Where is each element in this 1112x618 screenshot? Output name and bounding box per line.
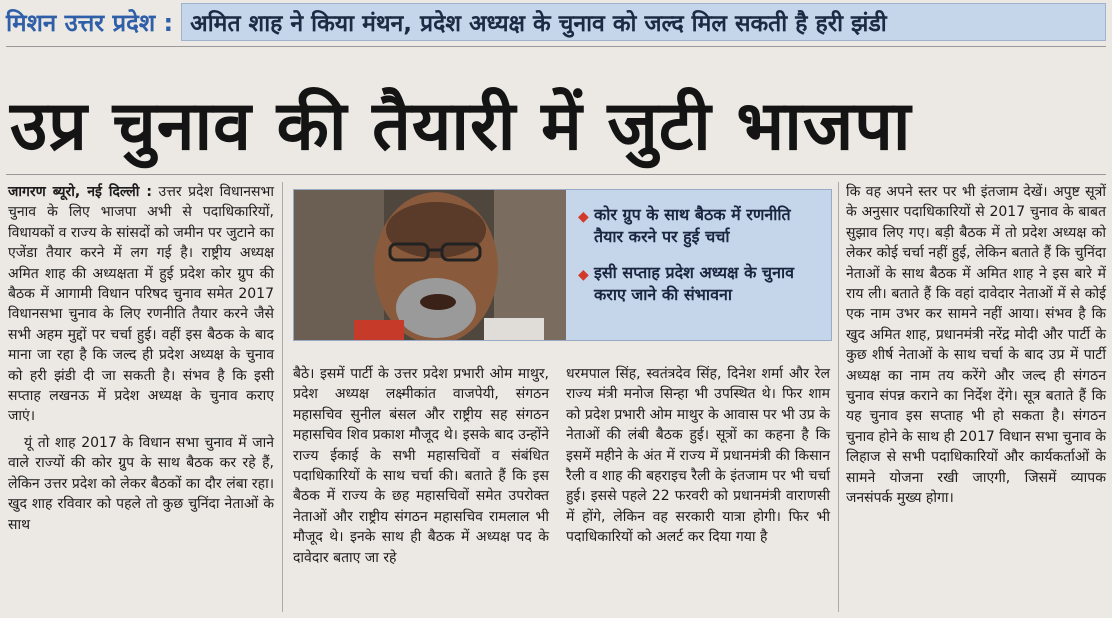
highlight-item: [578, 262, 824, 306]
column-2-text: बैठे। इसमें पार्टी के उत्तर प्रदेश प्रभारी ओम माथुर, प्रदेश अध्यक्ष लक्ष्मीकांत वाजपेयी, संगठन महासचिव सुनील बंसल और राष्ट्रीय सह संगठन महासचिव शिव प्रकाश मौजूद थे। इसके बाद उन्होंने राज्य ईकाई के सभी महासचिवों व संबंधित पदाधिकारियों के साथ चर्चा की। बताते हैं कि इस बैठक में राज्य के छह महासचिवों समेत उपरोक्त नेताओं और राष्ट्रीय संगठन महासचिव रामलाल भी मौजूद थे। इनके साथ ही बैठक में अध्यक्ष पद के दावेदार बताए जा रहे: [293, 366, 549, 566]
column-divider: [282, 182, 283, 612]
column-divider: [838, 182, 839, 612]
kicker-label: मिशन उत्तर प्रदेश :: [6, 8, 174, 37]
amit-shah-photo: [294, 190, 566, 340]
column-1-paragraph-1: [8, 182, 274, 427]
photo-highlight-box: [293, 189, 832, 341]
byline: जागरण ब्यूरो, नई दिल्ली :: [8, 184, 152, 200]
top-rule: [6, 46, 1106, 47]
column-1-text-1: उत्तर प्रदेश विधानसभा चुनाव के लिए भाजपा अभी से पदाधिकारियों, विधायकों व राज्य के सांसदों को जमीन पर जुटाने का एजेंडा तैयार करने में लग गई है। राष्ट्रीय अध्यक्ष अमित शाह की अध्यक्षता में हुई प्रदेश कोर ग्रुप की बैठक में आगामी विधान परिषद चुनाव समेत 2017 विधानसभा चुनाव के लिए रणनीति तैयार करने जैसे सभी अहम मुद्दों पर चर्चा हुई। वहीं इस बैठक के बाद माना जा रहा है कि जल्द ही प्रदेश अध्यक्ष के चुनाव को हरी झंडी दी जा सकती है। संभव है कि इसी सप्ताह लखनऊ में प्रदेश अध्यक्ष के चुनाव कराए जाएं।: [8, 184, 274, 425]
headline: उप्र चुनाव की तैयारी में जुटी भाजपा: [10, 87, 912, 166]
highlight-text: कोर ग्रुप के साथ बैठक में रणनीति तैयार करने पर हुई चर्चा: [594, 205, 791, 246]
subheadline: अमित शाह ने किया मंथन, प्रदेश अध्यक्ष के चुनाव को जल्द मिल सकती है हरी झंडी: [181, 3, 1106, 41]
portrait-image: [294, 190, 566, 340]
kicker-row: [6, 2, 1106, 42]
diamond-bullet-icon: ◆: [578, 209, 589, 225]
article-column-4: [846, 182, 1106, 509]
headline-rule: [6, 174, 1106, 175]
article-column-2: [293, 364, 549, 568]
highlights-list: [578, 204, 824, 320]
column-3-text: धरमपाल सिंह, स्वतंत्रदेव सिंह, दिनेश शर्मा और रेल राज्य मंत्री मनोज सिन्हा भी उपस्थित थे। फिर शाम को प्रदेश प्रभारी ओम माथुर के आवास पर भी उप्र के नेताओं की लंबी बैठक हुई। सूत्रों का कहना है कि इसमें महीने के अंत में राज्य में प्रधानमंत्री की किसान रैली व शाह की बहराइच रैली के इंतजाम पर भी चर्चा हुई। इससे पहले 22 फरवरी को प्रधानमंत्री वाराणसी में होंगे, लेकिन वह सरकारी यात्रा होगी। फिर भी पदाधिकारियों को अलर्ट कर दिया गया है: [566, 366, 830, 546]
article-column-1: [8, 182, 274, 535]
article-column-3: [566, 364, 830, 548]
highlight-text: इसी सप्ताह प्रदेश अध्यक्ष के चुनाव कराए जाने की संभावना: [594, 263, 795, 304]
column-4-text: कि वह अपने स्तर पर भी इंतजाम देखें। अपुष्ट सूत्रों के अनुसार पदाधिकारियों से 2017 चुनाव के बाबत सुझाव लिए गए। बड़ी बैठक में तो प्रदेश अध्यक्ष को लेकर कोई चर्चा नहीं हुई, लेकिन बताते हैं कि चुनिंदा नेताओं के साथ बैठक में अमित शाह ने इस बारे में राय ली। बताते हैं कि वहां दावेदार नेताओं में से कोई एक नाम उभर कर सामने नहीं आया। संभव है कि खुद अमित शाह, प्रधानमंत्री नरेंद्र मोदी और पार्टी के कुछ शीर्ष नेताओं के साथ चर्चा के बाद उप्र में पार्टी अध्यक्ष का नाम तय करेंगे और जल्द ही संगठन चुनाव संपन्न कराने का निर्देश देंगे। सूत्र बताते हैं कि यह चुनाव इस सप्ताह भी हो सकता है। संगठन चुनाव होने के साथ ही 2017 विधान सभा चुनाव के लिहाज से सभी पदाधिकारियों और कार्यकर्ताओं के सामने योजना रखी जाएगी, जिसमें व्यापक जनसंपर्क मुख्य होगा।: [846, 184, 1106, 507]
column-1-paragraph-2: यूं तो शाह 2017 के विधान सभा चुनाव में जाने वाले राज्यों की कोर ग्रुप के साथ बैठक कर रहे हैं, लेकिन उत्तर प्रदेश को लेकर बैठकों का दौर लंबा रहा। खुद शाह रविवार को पहले तो कुछ चुनिंदा नेताओं के साथ: [8, 434, 274, 533]
diamond-bullet-icon: ◆: [578, 267, 589, 283]
highlight-item: [578, 204, 824, 248]
